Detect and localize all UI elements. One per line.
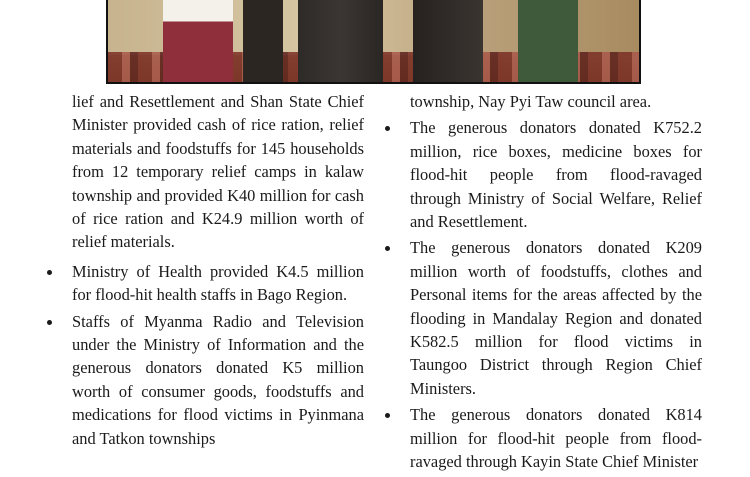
- left-column: [72, 90, 364, 453]
- left-continuation-paragraph: lief and Resettlement and Shan State Chief Minister provided cash of rice ration, relief materials and foodstuffs for 145 households from 12 temporary relief camps in kalaw township and provided K40 million for cash of rice ration and K24.9 million worth of relief materials.: [72, 92, 364, 252]
- news-photo: [106, 0, 641, 84]
- right-bullet-list: [410, 116, 702, 473]
- bullet-item: Ministry of Health provided K4.5 million for flood-hit health staffs in Bago Region.: [72, 260, 364, 307]
- photo-person-2: [243, 0, 283, 82]
- photo-person-4: [413, 0, 483, 82]
- right-continuation-paragraph: township, Nay Pyi Taw council area.: [410, 92, 652, 111]
- photo-person-3: [298, 0, 383, 82]
- photo-person-1: [163, 0, 233, 82]
- bullet-item: The generous donators donated K752.2 million, rice boxes, medicine boxes for flood-hit people from flood-ravaged through Ministry of Social Welfare, Relief and Resettlement.: [410, 116, 702, 233]
- right-column: [410, 90, 702, 477]
- left-bullet-list: [72, 260, 364, 450]
- bullet-item: The generous donators donated K814 million for flood-hit people from flood-ravaged through Kayin State Chief Minister: [410, 403, 702, 473]
- bullet-item: Staffs of Myanma Radio and Television under the Ministry of Information and the generous donators donated K5 million worth of consumer goods, foodstuffs and medications for flood victims in Pyinmana and Tatkon townships: [72, 310, 364, 450]
- photo-person-5: [518, 0, 578, 82]
- bullet-item: The generous donators donated K209 million worth of foodstuffs, clothes and Personal items for the areas affected by the flooding in Mandalay Region and donated K582.5 million for flood victims in Taungoo District through Region Chief Ministers.: [410, 236, 702, 400]
